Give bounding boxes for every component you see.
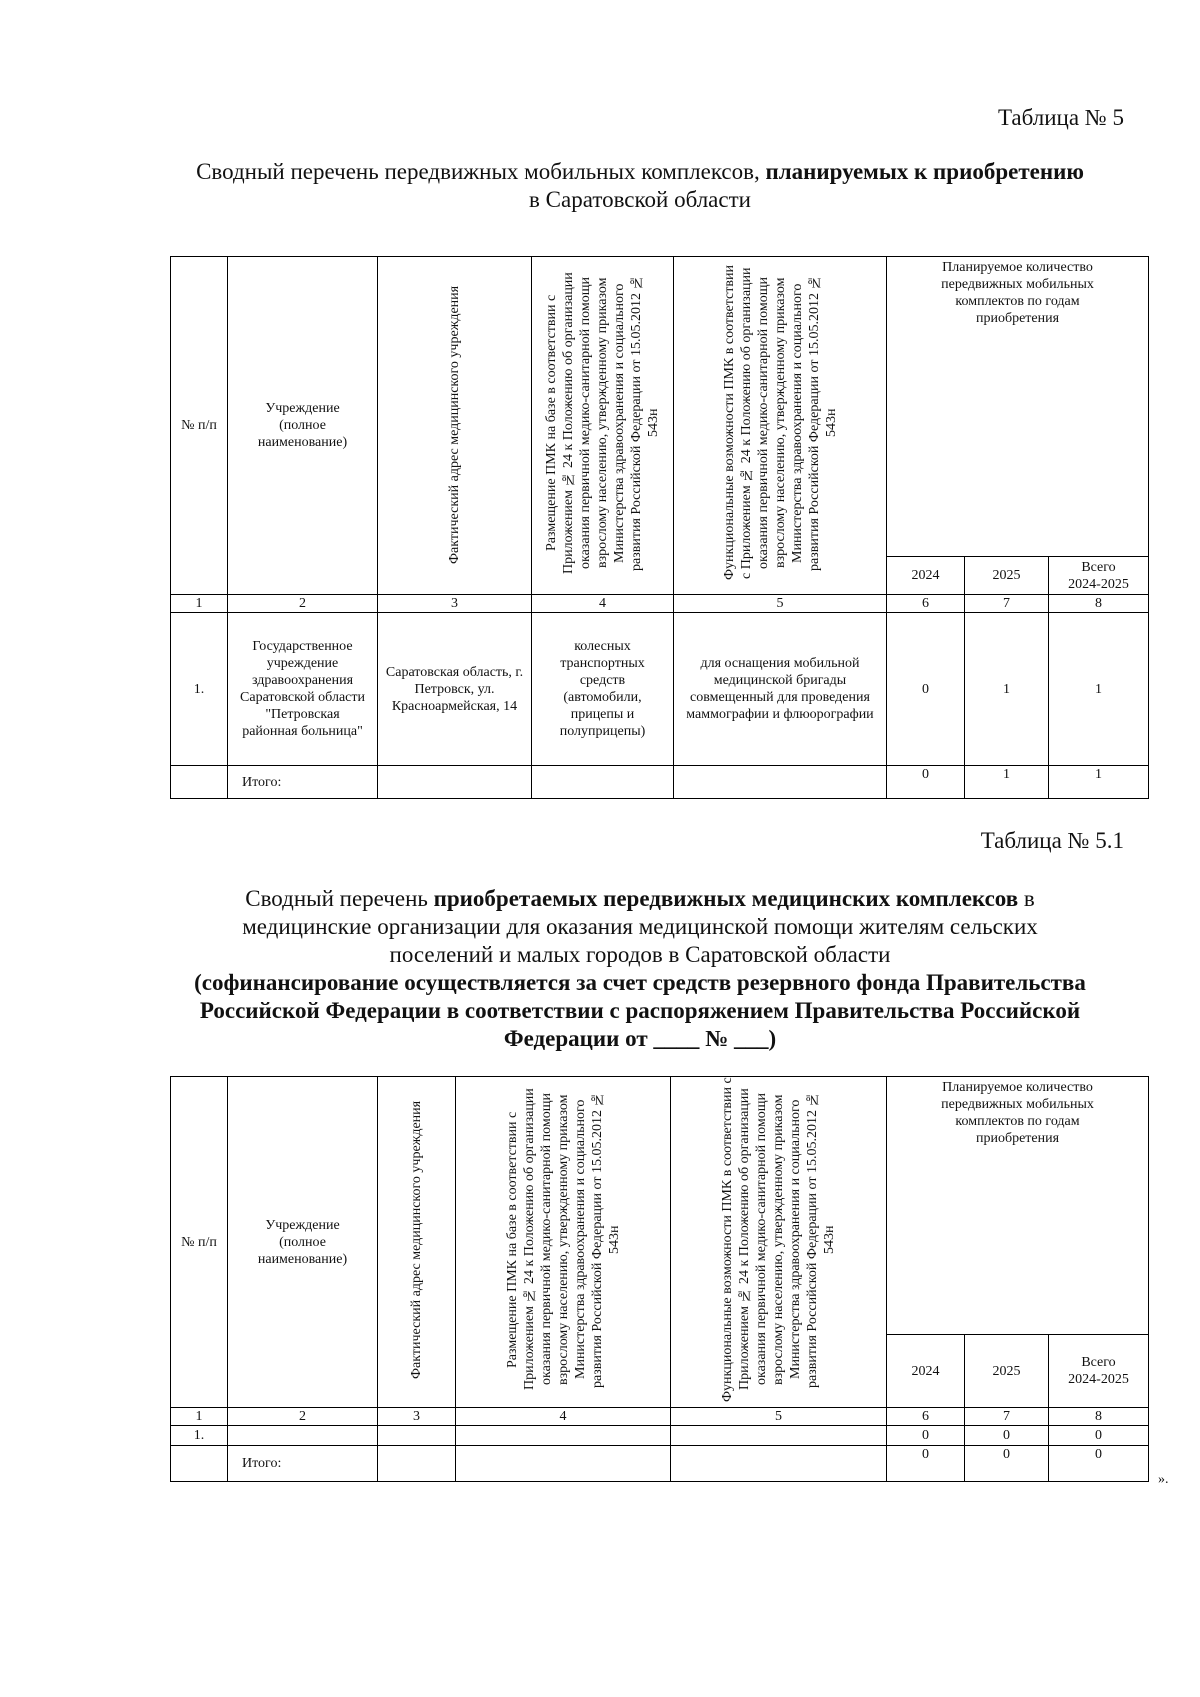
table-5-title-plain: Сводный перечень передвижных мобильных комплексов,: [196, 159, 766, 184]
table-5-1-title-bold-line2: Российской Федерации в соответствии с распоряжением Правительства Российской: [199, 998, 1081, 1023]
closing-quote-mark: ».: [1158, 1472, 1169, 1487]
header-num: № п/п: [171, 1077, 228, 1408]
row-placement: колесных транспортных средств (автомобили, прицепы и полуприцепы): [532, 613, 674, 766]
header-planned: Планируемое количество передвижных мобильных комплектов по годам приобретения: [887, 1077, 1149, 1335]
row-2024: 0: [887, 613, 965, 766]
header-2024: 2024: [887, 1335, 965, 1408]
col-number: 7: [965, 595, 1049, 613]
table-5-label: Таблица № 5: [997, 105, 1124, 130]
col-number: 5: [674, 595, 887, 613]
table-5-title-line2: в Саратовской области: [529, 187, 751, 212]
total-total: 0: [1049, 1446, 1149, 1482]
row-functions: для оснащения мобильной медицинской бригады совмещенный для проведения маммографии и флюорографии: [674, 613, 887, 766]
column-numbers-row: [171, 1408, 1149, 1426]
table-row: [171, 613, 1149, 766]
total-row: [171, 1446, 1149, 1482]
col-number: 8: [1049, 1408, 1149, 1426]
row-2024: 0: [887, 1426, 965, 1446]
header-placement: Размещение ПМК на базе в соответствии с Приложением № 24 к Положению об организации оказания первичной медико-санитарной помощи взрослому населению, утвержденному приказом Министерства здравоохранения и социального развития Российской Федерации от 15.05.2012 № 543н: [532, 257, 674, 595]
row-2025: 1: [965, 613, 1049, 766]
table-5-1: [170, 1076, 1149, 1482]
header-placement: Размещение ПМК на базе в соответствии с Приложением № 24 к Положению об организации оказания первичной медико-санитарной помощи взрослому населению, утвержденному приказом Министерства здравоохранения и социального развития Российской Федерации от 15.05.2012 № 543н: [456, 1077, 671, 1408]
row-num: 1.: [171, 613, 228, 766]
col-number: 2: [228, 595, 378, 613]
row-num: 1.: [171, 1426, 228, 1446]
header-address: Фактический адрес медицинского учреждения: [378, 257, 532, 595]
table-5-title: [150, 158, 1130, 214]
table-5-1-title: Сводный перечень приобретаемых передвижных медицинских комплексов в медицинские организации для оказания медицинской помощи жителям сельских поселений и малых городов в Саратовской области (софинансирование осуществляется за счет средств резервного фонда Правительства Российской Федерации в соответствии с распоряжением Правительства Российской Федерации от ____ № ___): [150, 885, 1130, 1053]
total-label: Итого:: [228, 1446, 378, 1482]
col-number: 5: [671, 1408, 887, 1426]
col-number: 6: [887, 595, 965, 613]
total-label: Итого:: [228, 766, 378, 799]
header-institution: Учреждение (полное наименование): [228, 1077, 378, 1408]
col-number: 3: [378, 1408, 456, 1426]
header-functions: Функциональные возможности ПМК в соответствии с Приложением № 24 к Положению об организации оказания первичной медико-санитарной помощи взрослому населению, утвержденному приказом Министерства здравоохранения и социального развития Российской Федерации от 15.05.2012 № 543н: [674, 257, 887, 595]
row-institution: Государственное учреждение здравоохранения Саратовской области "Петровская районная больница": [228, 613, 378, 766]
table-5-1-title-bold: приобретаемых передвижных медицинских комплексов: [433, 886, 1019, 911]
header-planned: Планируемое количество передвижных мобильных комплектов по годам приобретения: [887, 257, 1149, 557]
row-2025: 0: [965, 1426, 1049, 1446]
total-2025: 0: [965, 1446, 1049, 1482]
header-2025: 2025: [965, 1335, 1049, 1408]
header-address: Фактический адрес медицинского учреждения: [378, 1077, 456, 1408]
total-row: [171, 766, 1149, 799]
table-5-title-bold: планируемых к приобретению: [765, 159, 1084, 184]
col-number: 7: [965, 1408, 1049, 1426]
header-total: Всего 2024-2025: [1049, 1335, 1149, 1408]
row-total: 0: [1049, 1426, 1149, 1446]
col-number: 4: [532, 595, 674, 613]
table-5-1-title-bold-line3: Федерации от ____ № ___): [503, 1026, 777, 1051]
col-number: 4: [456, 1408, 671, 1426]
column-numbers-row: [171, 595, 1149, 613]
total-2024: 0: [887, 766, 965, 799]
header-institution: Учреждение (полное наименование): [228, 257, 378, 595]
table-5-1-label: Таблица № 5.1: [980, 828, 1124, 853]
col-number: 3: [378, 595, 532, 613]
col-number: 8: [1049, 595, 1149, 613]
total-2024: 0: [887, 1446, 965, 1482]
header-total: Всего 2024-2025: [1049, 557, 1149, 595]
col-number: 6: [887, 1408, 965, 1426]
row-address: Саратовская область, г. Петровск, ул. Красноармейская, 14: [378, 613, 532, 766]
table-5-1-title-line3: поселений и малых городов в Саратовской области: [389, 942, 891, 967]
col-number: 2: [228, 1408, 378, 1426]
header-2025: 2025: [965, 557, 1049, 595]
table-5-1-title-bold-line1: (софинансирование осуществляется за счет средств резервного фонда Правительства: [194, 970, 1086, 995]
row-total: 1: [1049, 613, 1149, 766]
total-2025: 1: [965, 766, 1049, 799]
table-row: [171, 1426, 1149, 1446]
table-5-1-title-plain: Сводный перечень: [245, 886, 434, 911]
col-number: 1: [171, 595, 228, 613]
total-total: 1: [1049, 766, 1149, 799]
header-functions: Функциональные возможности ПМК в соответствии с Приложением № 24 к Положению об организации оказания первичной медико-санитарной помощи взрослому населению, утвержденному приказом Министерства здравоохранения и социального развития Российской Федерации от 15.05.2012 № 543н: [671, 1077, 887, 1408]
header-2024: 2024: [887, 557, 965, 595]
table-5: [170, 256, 1149, 799]
col-number: 1: [171, 1408, 228, 1426]
table-5-1-title-line2: медицинские организации для оказания медицинской помощи жителям сельских: [242, 914, 1038, 939]
header-num: № п/п: [171, 257, 228, 595]
